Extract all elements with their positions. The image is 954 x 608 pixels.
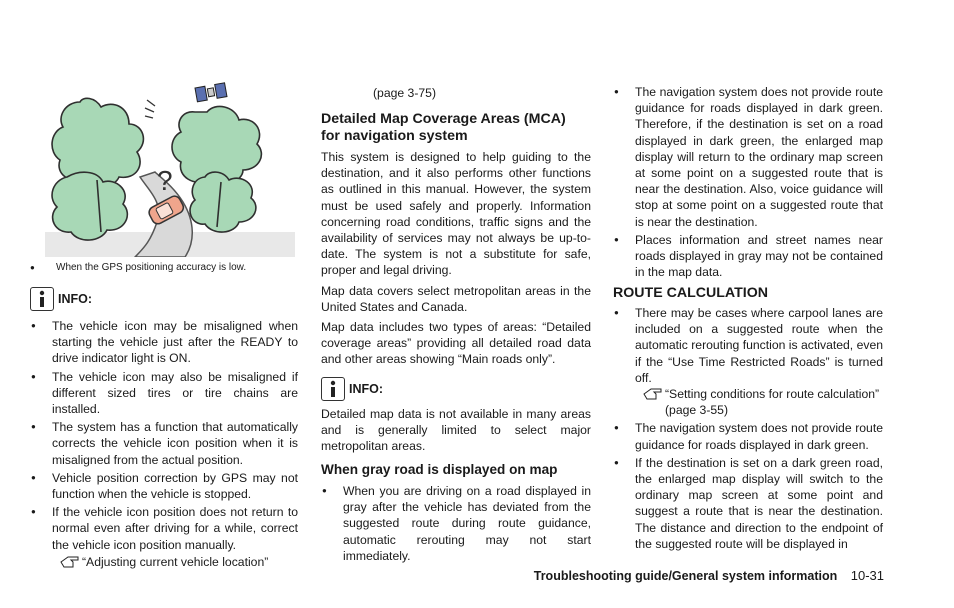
subheading: When gray road is displayed on map	[321, 462, 558, 477]
list-item: ● Places information and street names near roads displayed in gray may not be contained in the map data.	[613, 232, 883, 281]
paragraph: Map data includes two types of areas: “Detailed coverage areas” providing all detailed road data and other areas showing “Main roads only”.	[321, 320, 591, 367]
list-item: ● When you are driving on a road displayed in gray after the vehicle has deviated from the suggested route during route guidance, automatic rerouting may not start immediately.	[321, 483, 591, 564]
reference-hand-icon	[643, 387, 663, 401]
caption-text: When the GPS positioning accuracy is low.	[56, 262, 247, 273]
info-label: INFO:	[58, 292, 93, 306]
info-icon	[321, 377, 345, 401]
list-item: ● Vehicle position correction by GPS may not function when the vehicle is stopped.	[30, 470, 298, 502]
figure-caption	[30, 261, 298, 274]
list-item: ● The system has a function that automatically corrects the vehicle icon position when it is misaligned from the actual position.	[30, 419, 298, 468]
gps-illustration	[45, 82, 295, 257]
route-calculation-heading: ROUTE CALCULATION	[613, 285, 768, 301]
paragraph: Map data covers select metropolitan areas in the United States and Canada.	[321, 283, 591, 314]
info-icon	[30, 287, 54, 311]
section-heading: Detailed Map Coverage Areas (MCA) for navigation system	[321, 111, 566, 144]
list-item: ● The navigation system does not provide route guidance for roads displayed in dark green. Therefore, if the destination is set on a road displayed in dark green, the enlarged map display will return to the ordinary map screen at some point on a suggested route that is near the destination. Also, voice guidance will stop at some point on a suggested route that is near the destination.	[613, 84, 883, 230]
page-ref: (page 3-75)	[373, 86, 437, 100]
right-bullets-bottom	[613, 305, 883, 552]
info-text: Detailed map data is not available in many areas and is generally limited to select major metropolitan areas.	[321, 407, 591, 454]
info-label: INFO:	[349, 382, 384, 396]
list-item: ● The vehicle icon may also be misaligned if different sized tires or tire chains are installed.	[30, 369, 298, 418]
reference-hand-icon	[60, 555, 80, 569]
reference-text: “Adjusting current vehicle location”	[82, 554, 269, 569]
list-item: ● The vehicle icon may be misaligned when starting the vehicle just after the READY to drive indicator light is ON.	[30, 318, 298, 367]
reference-text: “Setting conditions for route calculation” (page 3-55)	[665, 387, 880, 418]
left-bullets	[30, 318, 298, 570]
list-item: ● If the vehicle icon position does not return to normal even after driving for a while, correct the vehicle icon position manually.	[30, 504, 298, 553]
info-header-middle	[321, 377, 383, 401]
caption-bullet: ●	[30, 263, 35, 272]
svg-text:?: ?	[157, 165, 173, 196]
page-footer	[534, 568, 884, 583]
info-header-left	[30, 287, 92, 311]
page-number: 10-31	[850, 568, 884, 583]
cross-reference	[58, 554, 298, 570]
footer-section: Troubleshooting guide/General system information	[533, 569, 838, 583]
paragraph: This system is designed to help guiding to the destination, and it also performs other functions as outlined in this manual. However, the system must be used safely and properly. Information concerning road conditions, traffic signs and the availability of services may not always be up-to-date. The system is not a substitute for safe, proper and legal driving.	[321, 150, 591, 278]
list-item: ● If the destination is set on a dark green road, the enlarged map display will switch to the ordinary map screen at some point and suggest a route that is near the destination. The distance and direction to the endpoint of the suggested route will be displayed in	[613, 455, 883, 552]
list-item: ● The navigation system does not provide route guidance for roads displayed in dark green.	[613, 420, 883, 452]
mca-body	[321, 149, 591, 368]
right-bullets-top	[613, 84, 883, 280]
cross-reference	[641, 386, 883, 418]
list-item: ● There may be cases where carpool lanes are included on a suggested route when the automatic rerouting function is activated, even if the “Use Time Restricted Roads” is turned off.	[613, 305, 883, 386]
